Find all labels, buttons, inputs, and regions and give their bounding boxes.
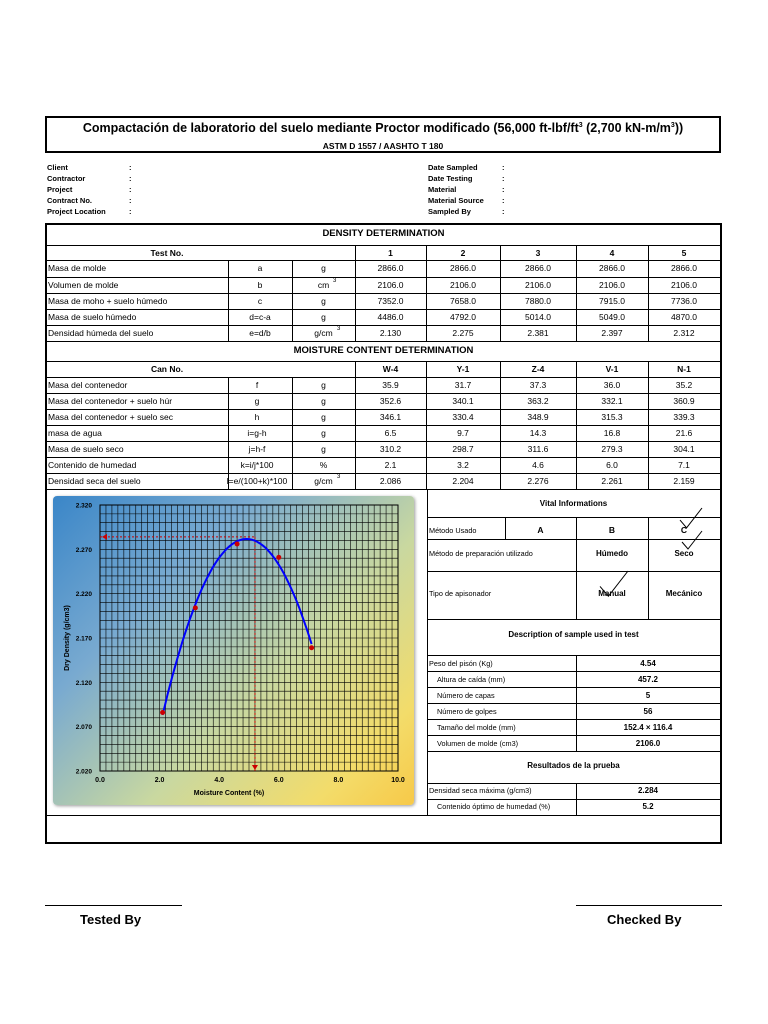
moisture-cell: 279.3 (601, 444, 623, 454)
density-col-header: 4 (609, 248, 615, 258)
rule (426, 245, 427, 341)
density-cell: 5014.0 (525, 312, 551, 322)
data-point (193, 605, 198, 610)
rule (427, 703, 720, 704)
density-row-symbol: a (257, 263, 263, 273)
density-row-unit: g (321, 296, 326, 306)
info-left-label: Project Location (47, 206, 106, 216)
rule (427, 517, 720, 518)
density-cell: 7880.0 (525, 296, 551, 306)
result-value: 5.2 (642, 802, 654, 811)
moisture-row-unit: g (321, 444, 326, 454)
moisture-col-header: V-1 (605, 364, 619, 374)
moisture-cell: 37.3 (529, 380, 547, 390)
metodo-option: A (537, 525, 544, 535)
rule (355, 245, 356, 341)
rule (47, 473, 720, 474)
description-label: Tamaño del molde (mm) (437, 723, 516, 732)
moisture-cell: 348.9 (527, 412, 549, 422)
result-label: Contenido óptimo de humedad (%) (437, 802, 551, 811)
moisture-row-unit: g (321, 412, 326, 422)
moisture-cell: 2.204 (452, 476, 474, 486)
moisture-row-symbol: f (255, 380, 259, 390)
moisture-cell: 360.9 (673, 396, 695, 406)
moisture-cell: 2.086 (379, 476, 402, 486)
x-tick-label: 8.0 (333, 777, 344, 784)
rule (47, 489, 720, 490)
rule (47, 361, 720, 362)
moisture-cell: 36.0 (603, 380, 621, 390)
moisture-cell: 21.6 (675, 428, 693, 438)
info-left-colon: : (129, 195, 132, 205)
moisture-cell: 4.6 (532, 460, 544, 470)
density-cell: 7915.0 (599, 296, 625, 306)
rule (47, 441, 720, 442)
density-col-header: 3 (535, 248, 541, 258)
vital-title: Vital Informations (539, 499, 608, 508)
density-row-label: Densidad húmeda del suelo (48, 328, 154, 338)
moisture-row-symbol: h (254, 412, 260, 422)
density-cell: 2866.0 (377, 263, 404, 273)
moisture-col-header: Y-1 (456, 364, 470, 374)
metodo-option: C (680, 525, 688, 535)
checkmark-icon (682, 531, 702, 551)
metodo-option: B (608, 525, 616, 535)
description-value: 4.54 (640, 659, 656, 668)
results-title: Resultados de la prueba (527, 761, 620, 770)
rule (47, 409, 720, 410)
rule (47, 425, 720, 426)
density-cell: 2.381 (527, 328, 549, 338)
prep-option: Seco (674, 549, 694, 558)
rule (427, 783, 720, 784)
info-left-colon: : (129, 173, 132, 183)
x-axis-label: Moisture Content (%) (193, 790, 265, 797)
standard-label: ASTM D 1557 / AASHTO T 180 (322, 141, 444, 151)
apisonador-option: Mecánico (665, 589, 703, 598)
rule (576, 655, 577, 751)
info-left-colon: : (129, 184, 132, 194)
moisture-row-symbol: k=i/j*100 (240, 460, 274, 470)
density-cell: 2106.0 (671, 280, 697, 290)
x-tick-label: 2.0 (154, 777, 165, 784)
density-row-symbol: b (257, 280, 263, 290)
unit-superscript: 3 (337, 326, 341, 332)
compaction-chart (53, 496, 414, 805)
y-axis-label: Dry Density (g/cm3) (64, 605, 71, 671)
moisture-cell: 340.1 (452, 396, 474, 406)
data-point (309, 645, 314, 650)
tested-by-label: Tested By (80, 912, 142, 927)
moisture-cell: 311.6 (527, 444, 549, 454)
info-right-label: Sampled By (428, 206, 471, 216)
density-cell: 2866.0 (671, 263, 697, 273)
rule (427, 655, 720, 656)
moisture-title: MOISTURE CONTENT DETERMINATION (293, 345, 474, 356)
moisture-cell: 3.2 (457, 460, 469, 470)
description-title: Description of sample used in test (508, 630, 639, 639)
description-label: Número de capas (437, 691, 495, 700)
rule (47, 815, 720, 816)
rule (427, 719, 720, 720)
y-tick-label: 2.320 (75, 502, 92, 510)
y-tick-label: 2.170 (75, 635, 92, 643)
moisture-row-label: Masa del contenedor (48, 380, 128, 390)
y-tick-label: 2.020 (75, 768, 92, 776)
info-left-label: Project (47, 184, 73, 194)
density-cell: 7736.0 (671, 296, 697, 306)
info-left-label: Contractor (47, 173, 86, 183)
guide-arrow-icon (252, 765, 258, 770)
rule (648, 245, 649, 341)
rule (47, 341, 720, 342)
rule (500, 245, 501, 341)
moisture-cell: 339.3 (673, 412, 695, 422)
moisture-header-label: Can No. (150, 364, 184, 374)
moisture-row-label: Masa de suelo seco (48, 444, 124, 454)
moisture-cell: 2.261 (601, 476, 623, 486)
result-value: 2.284 (637, 786, 659, 795)
moisture-col-header: N-1 (677, 364, 691, 374)
density-cell: 2106.0 (377, 280, 404, 290)
info-left-colon: : (129, 163, 132, 172)
moisture-row-symbol: i=g-h (247, 428, 267, 438)
density-row-unit: g/cm (314, 328, 333, 338)
rule (47, 260, 720, 261)
rule (47, 245, 720, 246)
moisture-cell: 7.1 (678, 460, 690, 470)
moisture-cell: 31.7 (454, 380, 472, 390)
moisture-row-unit: g (321, 380, 326, 390)
moisture-col-header: W-4 (382, 364, 399, 374)
moisture-cell: 9.7 (457, 428, 469, 438)
moisture-cell: 304.1 (673, 444, 695, 454)
title-text-mid: (2,700 kN-m/m (582, 121, 671, 135)
title-sup: 3 (578, 121, 583, 129)
y-tick-label: 2.120 (75, 679, 92, 687)
moisture-row-unit: % (319, 460, 328, 470)
density-row-unit: g (321, 312, 326, 322)
info-right-colon: : (502, 173, 505, 183)
rule (47, 377, 720, 378)
moisture-cell: 16.8 (603, 428, 621, 438)
moisture-cell: 2.159 (673, 476, 695, 486)
density-row-symbol: c (257, 296, 263, 306)
moisture-row-symbol: g (254, 396, 260, 406)
rule (648, 539, 649, 619)
checkmark-icon (600, 571, 628, 599)
info-right-label: Material (428, 184, 457, 194)
moisture-cell: 6.0 (606, 460, 618, 470)
density-cell: 2.130 (379, 328, 402, 338)
moisture-cell: 352.6 (379, 396, 402, 406)
density-col-header: 5 (681, 248, 687, 258)
moisture-row-label: Masa del contenedor + suelo sec (48, 412, 173, 422)
checked-by-line (576, 905, 722, 906)
density-cell: 7352.0 (377, 296, 404, 306)
density-row-label: Masa de molde (48, 263, 107, 273)
moisture-cell: 298.7 (452, 444, 474, 454)
density-header-label: Test No. (150, 248, 184, 258)
moisture-row-label: masa de agua (48, 428, 102, 438)
description-label: Número de golpes (437, 707, 497, 716)
density-row-unit: g (321, 263, 326, 273)
density-row-symbol: e=d/b (249, 328, 271, 338)
moisture-row-label: Masa del contenedor + suelo húr (48, 396, 173, 406)
y-tick-label: 2.070 (75, 724, 92, 732)
title-sup-2: 3 (670, 121, 675, 129)
description-value: 457.2 (637, 675, 659, 684)
density-row-label: Masa de suelo húmedo (48, 312, 137, 322)
checkmark-icon (680, 508, 702, 530)
description-value: 5 (645, 691, 651, 700)
apisonador-label: Tipo de apisonador (429, 589, 492, 598)
description-label: Altura de caída (mm) (437, 675, 506, 684)
moisture-row-symbol: j=h-f (248, 444, 266, 454)
moisture-row-unit: g (321, 396, 326, 406)
moisture-cell: 35.2 (675, 380, 693, 390)
checked-by-label: Checked By (607, 912, 682, 927)
y-tick-label: 2.270 (75, 546, 92, 554)
description-label: Volumen de molde (cm3) (437, 739, 519, 748)
moisture-cell: 35.9 (382, 380, 399, 390)
y-tick-label: 2.220 (75, 591, 92, 599)
data-point (160, 710, 165, 715)
data-point (276, 555, 281, 560)
density-cell: 7658.0 (450, 296, 476, 306)
moisture-row-label: Contenido de humedad (48, 460, 137, 470)
x-tick-label: 0.0 (95, 777, 105, 784)
rule (576, 245, 577, 341)
info-right-colon: : (502, 184, 505, 194)
rule (47, 277, 720, 278)
x-tick-label: 10.0 (391, 777, 405, 784)
density-row-symbol: d=c-a (249, 312, 271, 322)
info-right-label: Date Testing (428, 173, 473, 183)
rule (47, 293, 720, 294)
density-cell: 2.312 (673, 328, 695, 338)
density-col-header: 1 (388, 248, 393, 258)
moisture-col-header: Z-4 (531, 364, 545, 374)
density-cell: 4486.0 (377, 312, 404, 322)
rule (427, 571, 720, 572)
moisture-cell: 330.4 (452, 412, 474, 422)
rule (427, 687, 720, 688)
rule (47, 325, 720, 326)
moisture-cell: 14.3 (529, 428, 547, 438)
result-label: Densidad seca máxima (g/cm3) (429, 786, 532, 795)
moisture-cell: 6.5 (384, 428, 397, 438)
info-right-colon: : (502, 163, 505, 172)
metodo-label: Método Usado (429, 526, 477, 535)
density-row-label: Masa de moho + suelo húmedo (48, 296, 168, 306)
description-value: 56 (643, 707, 653, 716)
density-cell: 4792.0 (450, 312, 476, 322)
rule (47, 393, 720, 394)
unit-superscript: 3 (337, 474, 341, 480)
moisture-cell: 363.2 (527, 396, 549, 406)
prep-option: Húmedo (596, 549, 628, 558)
density-row-unit: cm (317, 280, 330, 290)
moisture-row-unit: g/cm (314, 476, 333, 486)
tested-by-line (45, 905, 182, 906)
moisture-cell: 310.2 (379, 444, 402, 454)
info-right-colon: : (502, 195, 505, 205)
x-tick-label: 4.0 (214, 777, 225, 784)
description-label: Peso del pisón (Kg) (429, 659, 493, 668)
rule (427, 751, 720, 752)
description-value: 152.4 × 116.4 (623, 723, 673, 732)
apisonador-option: Manual (598, 589, 626, 598)
title-text: Compactación de laboratorio del suelo mediante Proctor modificado (56,000 ft-lbf/ft (82, 121, 579, 135)
info-right-label: Date Sampled (428, 163, 478, 172)
density-cell: 2106.0 (525, 280, 551, 290)
moisture-row-unit: g (321, 428, 326, 438)
density-cell: 2866.0 (450, 263, 476, 273)
moisture-row-symbol: l=e/(100+k)*100 (226, 476, 288, 486)
guide-arrow-icon (102, 534, 107, 540)
info-right-label: Material Source (428, 195, 484, 205)
density-cell: 2106.0 (450, 280, 476, 290)
density-cell: 4870.0 (671, 312, 697, 322)
density-row-label: Volumen de molde (48, 280, 119, 290)
rule (47, 309, 720, 310)
density-cell: 5049.0 (599, 312, 625, 322)
density-cell: 2.397 (601, 328, 623, 338)
moisture-cell: 315.3 (601, 412, 623, 422)
moisture-cell: 346.1 (379, 412, 402, 422)
description-value: 2106.0 (635, 739, 661, 748)
unit-superscript: 3 (333, 278, 337, 284)
info-left-colon: : (129, 206, 132, 216)
prep-label: Método de preparación utilizado (429, 549, 533, 558)
rule (427, 539, 720, 540)
title-text-end: )) (674, 121, 684, 135)
moisture-cell: 2.276 (527, 476, 549, 486)
moisture-row-label: Densidad seca del suelo (48, 476, 141, 486)
density-title: DENSITY DETERMINATION (322, 228, 445, 239)
rule (427, 671, 720, 672)
density-cell: 2866.0 (599, 263, 625, 273)
info-left-label: Client (47, 163, 68, 172)
data-point (235, 542, 240, 547)
moisture-cell: 332.1 (601, 396, 623, 406)
rule (427, 619, 720, 620)
x-tick-label: 6.0 (273, 777, 284, 784)
rule (427, 799, 720, 800)
project-info (0, 0, 768, 230)
density-col-header: 2 (460, 248, 466, 258)
info-left-label: Contract No. (47, 195, 92, 205)
density-cell: 2106.0 (599, 280, 625, 290)
rule (427, 735, 720, 736)
rule (47, 457, 720, 458)
density-cell: 2.275 (452, 328, 474, 338)
density-cell: 2866.0 (525, 263, 551, 273)
moisture-cell: 2.1 (384, 460, 397, 470)
info-right-colon: : (502, 206, 505, 216)
